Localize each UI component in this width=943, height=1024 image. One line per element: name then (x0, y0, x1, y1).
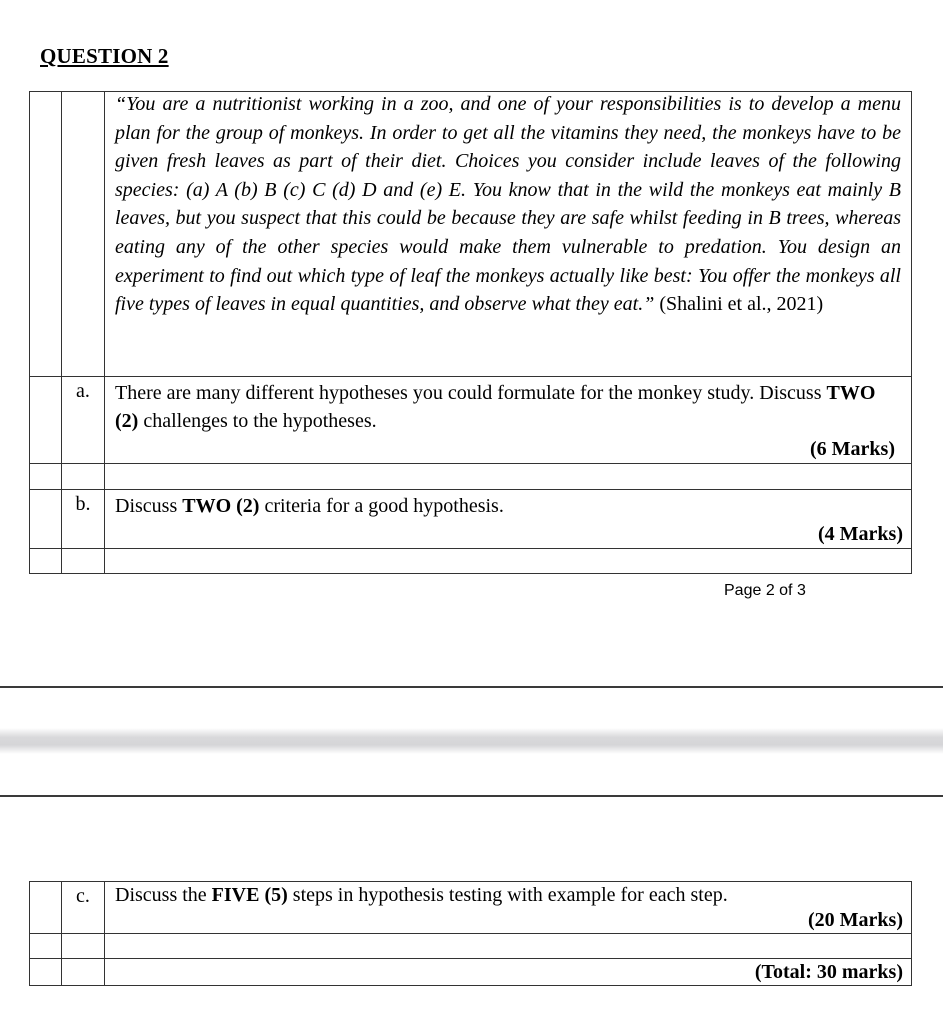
spacer-row (30, 549, 912, 574)
item-c-text: Discuss the FIVE (5) steps in hypothesis testing with example for each step. (115, 884, 728, 906)
item-c-label: c. (62, 882, 105, 934)
spacer-row (30, 934, 912, 959)
spacer-row (30, 464, 912, 490)
question-table-page-2 (29, 91, 912, 574)
page-divider-bottom (0, 795, 943, 797)
passage-row (30, 92, 912, 377)
passage-text (105, 90, 911, 319)
item-b-label: b. (62, 490, 105, 549)
page-gap (0, 728, 943, 754)
passage-quote: “You are a nutritionist working in a zoo, and one of your responsibilities is to develop a menu plan for the group of monkeys. In order to get all the vitamins they need, the monkeys have to be given fresh leaves as part of their diet. Choices you consider include leaves of the following species: (a) A (b) B (c) C (d) D and (e) E. You know that in the wild the monkeys eat mainly B leaves, but you suspect that this could be because they are safe whilst feeding in B trees, whereas eating any of the other species would make them vulnerable to predation. You design an experiment to find out which type of leaf the monkeys actually like best: You offer the monkeys all five types of leaves in equal quantities, and observe what they eat.” (115, 93, 901, 316)
item-b-row (30, 490, 912, 549)
question-title: QUESTION 2 (40, 44, 169, 68)
item-b-text: Discuss TWO (2) criteria for a good hypothesis. (115, 495, 504, 517)
item-a-marks: (6 Marks) (810, 438, 895, 460)
total-row (30, 959, 912, 986)
item-a-row (30, 377, 912, 464)
item-a-label: a. (62, 377, 105, 464)
page-divider-top (0, 686, 943, 688)
citation: (Shalini et al., 2021) (659, 293, 824, 316)
total-marks: (Total: 30 marks) (754, 961, 903, 983)
item-c-row (30, 882, 912, 934)
page-number: Page 2 of 3 (724, 582, 806, 599)
item-c-marks: (20 Marks) (808, 909, 903, 931)
item-a-text: There are many different hypotheses you could formulate for the monkey study. Discuss TWO (2) challenges to the hypotheses. (115, 382, 876, 432)
item-b-marks: (4 Marks) (818, 523, 903, 545)
question-table-page-3 (29, 881, 912, 986)
